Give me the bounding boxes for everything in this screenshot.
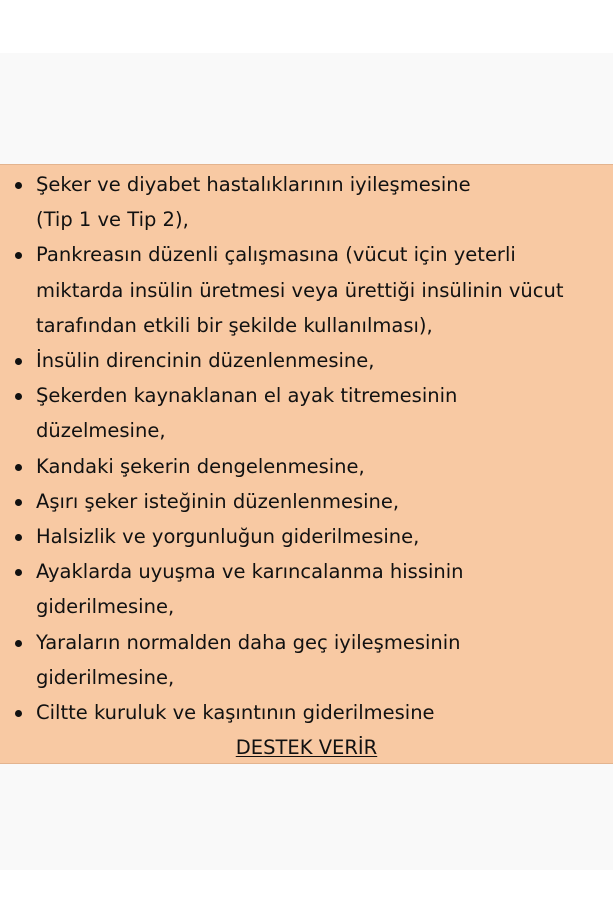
bullet-icon [15,710,22,717]
bullet-icon [15,182,22,189]
bullet-icon [15,534,22,541]
closing-statement [0,733,613,763]
list-item-line: Pankreasın düzenli çalışmasına (vücut için yeterli [36,243,516,267]
list-item [0,167,613,237]
list-item [0,237,613,343]
list-item-line: giderilmesine, [36,665,175,689]
list-item-line: Kandaki şekerin dengelenmesine, [36,454,365,478]
top-margin-band [0,53,613,164]
list-item-line: Aşırı şeker isteğinin düzenlenmesine, [36,489,400,513]
bullet-icon [15,569,22,576]
list-item [0,378,613,448]
list-item-line: Ciltte kuruluk ve kaşıntının giderilmesine [36,701,435,725]
list-item-line: Ayaklarda uyuşma ve karıncalanma hissinin [36,560,464,584]
list-item-line: Yaraların normalden daha geç iyileşmesinin [36,630,461,654]
bullet-icon [15,640,22,647]
bullet-icon [15,252,22,259]
closing-text: DESTEK VERİR [235,736,378,759]
bullet-icon [15,358,22,365]
list-item-line: Şekerden kaynaklanan el ayak titremesinin [36,384,458,408]
list-item-line: düzelmesine, [36,419,166,443]
benefits-panel [0,164,613,764]
list-item [0,449,613,484]
list-item [0,695,613,730]
list-item [0,519,613,554]
list-item [0,484,613,519]
list-item-line: miktarda insülin üretmesi veya ürettiği insülinin vücut [36,278,564,302]
list-item-line: İnsülin direncinin düzenlenmesine, [36,349,375,373]
list-item-line: giderilmesine, [36,595,175,619]
bullet-icon [15,464,22,471]
bullet-icon [15,499,22,506]
bottom-margin-band [0,764,613,870]
list-item [0,343,613,378]
list-item-line: (Tip 1 ve Tip 2), [36,208,189,232]
list-item [0,554,613,624]
bullet-icon [15,393,22,400]
list-item-line: Şeker ve diyabet hastalıklarının iyileşmesine [36,173,471,196]
list-item [0,625,613,695]
benefits-list [0,167,613,730]
list-item-line: Halsizlik ve yorgunluğun giderilmesine, [36,525,420,549]
list-item-line: tarafından etkili bir şekilde kullanılması), [36,313,433,337]
